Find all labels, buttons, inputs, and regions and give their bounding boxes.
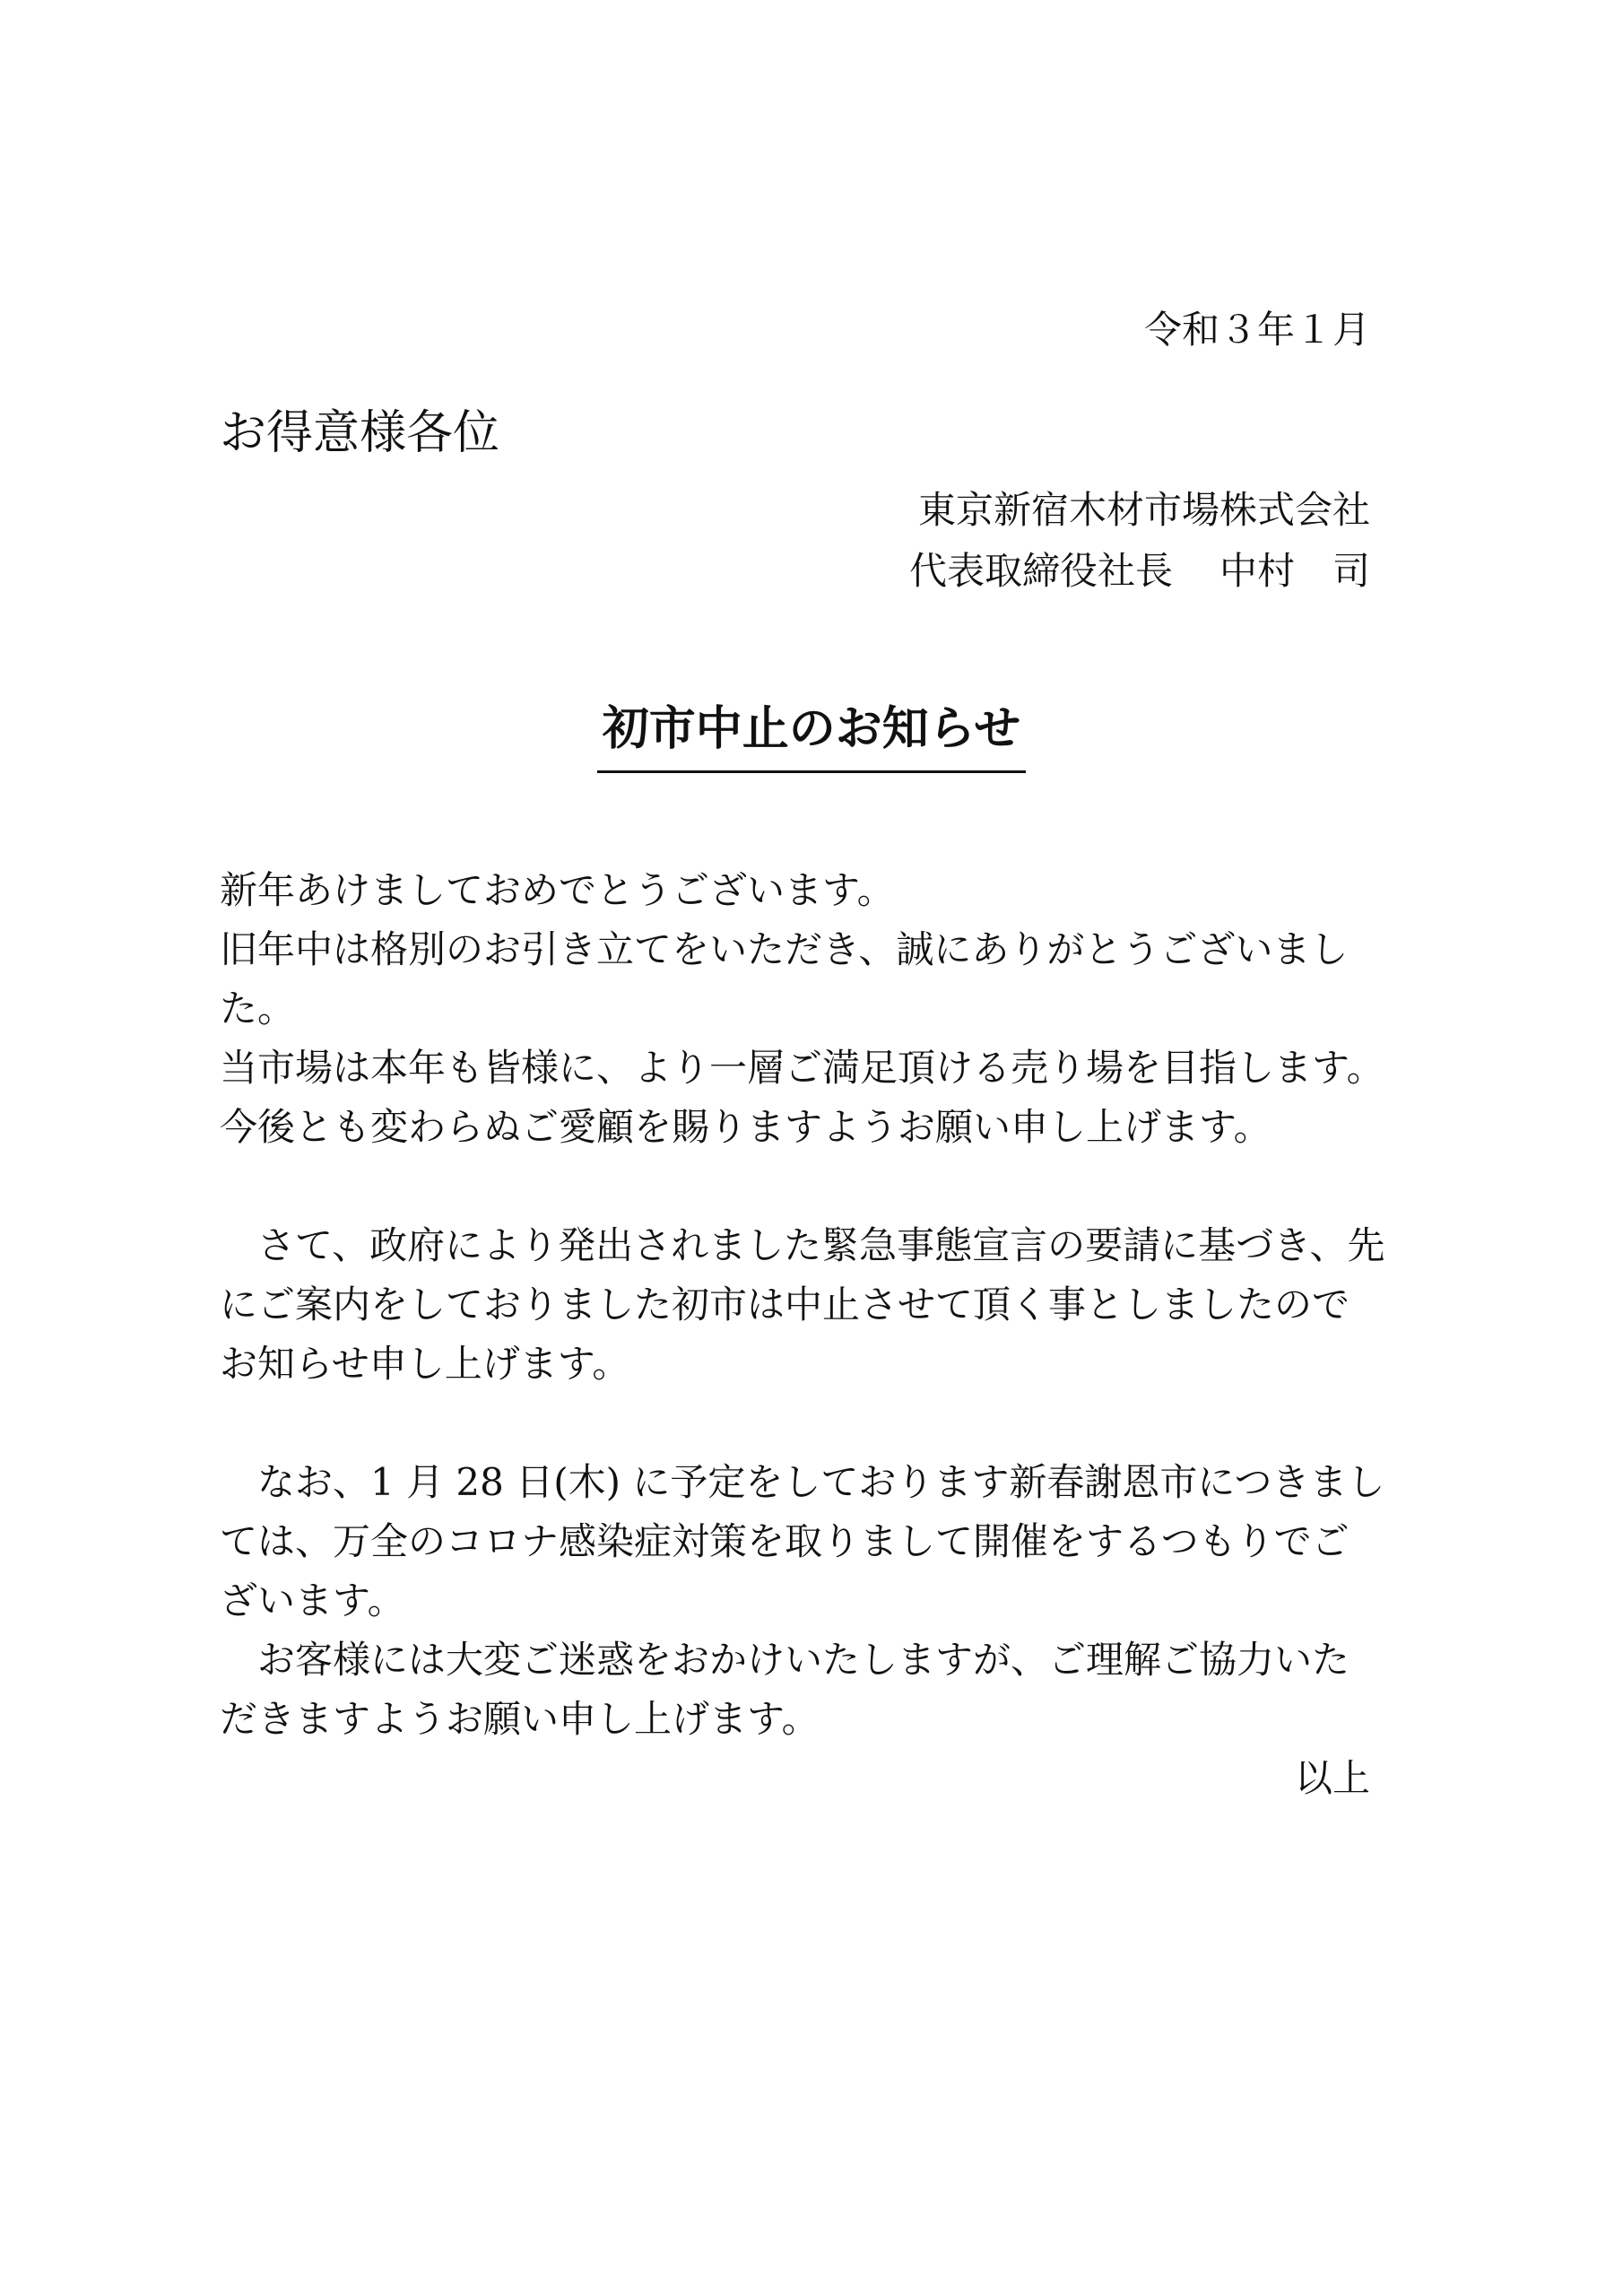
body-line: 旧年中は格別のお引き立てをいただき、誠にありがとうございまし [220, 927, 1349, 971]
letter-date: 令和３年１月 [1143, 308, 1370, 352]
body-line: お知らせ申し上げます。 [220, 1342, 630, 1386]
paragraph-cancellation [220, 1216, 1385, 1394]
body-line: なお、1 月 28 日(木) に予定をしております新春謝恩市につきまし [220, 1460, 1385, 1504]
body-line: さて、政府により発出されました緊急事態宣言の要請に基づき、先 [220, 1223, 1385, 1267]
body-line: 当市場は本年も皆様に、より一層ご満足頂ける売り場を目指します。 [220, 1046, 1384, 1090]
body-line: ざいます。 [220, 1578, 405, 1622]
letter-title [0, 691, 1623, 773]
body-line: た。 [220, 987, 296, 1031]
sender-company: 東京新宿木材市場株式会社 [917, 488, 1370, 532]
paragraph-gap [220, 1157, 1376, 1216]
body-line: にご案内をしておりました初市は中止させて頂く事としましたので [220, 1283, 1350, 1326]
sender-representative [909, 541, 1370, 602]
body-line: 新年あけましておめでとうございます。 [220, 868, 895, 912]
sender-block [909, 480, 1370, 602]
body-line: お客様には大変ご迷惑をおかけいたしますが、ご理解ご協力いた [220, 1638, 1350, 1682]
letter-body [220, 861, 1385, 1749]
letter-title-text: 初市中止のお知らせ [597, 691, 1026, 773]
paragraph-greeting [220, 861, 1384, 1157]
body-line: 今後とも変わらぬご愛顧を賜りますようお願い申し上げます。 [220, 1105, 1271, 1149]
representative-name: 中村 司 [1219, 549, 1370, 593]
addressee: お得意様各位 [220, 406, 500, 460]
paragraph-notice [220, 1453, 1385, 1749]
body-line: ては、万全のコロナ感染症対策を取りまして開催をするつもりでご [220, 1519, 1350, 1563]
closing-mark: 以上 [1294, 1756, 1370, 1800]
paragraph-gap [220, 1394, 1376, 1453]
body-line: だきますようお願い申し上げます。 [220, 1697, 820, 1741]
representative-title: 代表取締役社長 [908, 549, 1173, 593]
